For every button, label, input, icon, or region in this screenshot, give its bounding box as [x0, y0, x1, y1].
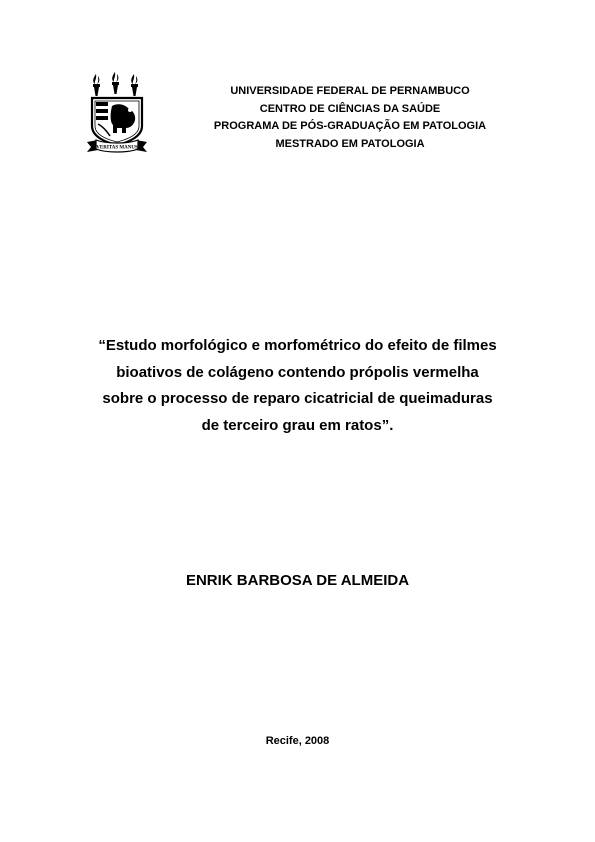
thesis-title-line: bioativos de colágeno contendo própolis vermelha: [116, 363, 479, 381]
university-crest-icon: [84, 70, 150, 154]
thesis-title-line: sobre o processo de reparo cicatricial de queimaduras: [102, 390, 493, 407]
program-name: PROGRAMA DE PÓS-GRADUAÇÃO EM PATOLOGIA: [213, 120, 487, 132]
center-name: CENTRO DE CIÊNCIAS DA SAÚDE: [259, 102, 441, 115]
institution-header: [180, 83, 520, 153]
thesis-title: [60, 333, 535, 439]
degree-name: MESTRADO EM PATOLOGIA: [275, 137, 425, 150]
author-name: ENRIK BARBOSA DE ALMEIDA: [185, 572, 410, 589]
thesis-title-line: “Estudo morfológico e morfométrico do efeito de filmes: [98, 337, 497, 354]
university-name: UNIVERSIDADE FEDERAL DE PERNAMBUCO: [230, 85, 470, 97]
place-and-date: Recife, 2008: [265, 735, 330, 747]
thesis-title-line: de terceiro grau em ratos”.: [201, 416, 394, 434]
crest-motto: VERITAS MANUS: [96, 145, 138, 151]
